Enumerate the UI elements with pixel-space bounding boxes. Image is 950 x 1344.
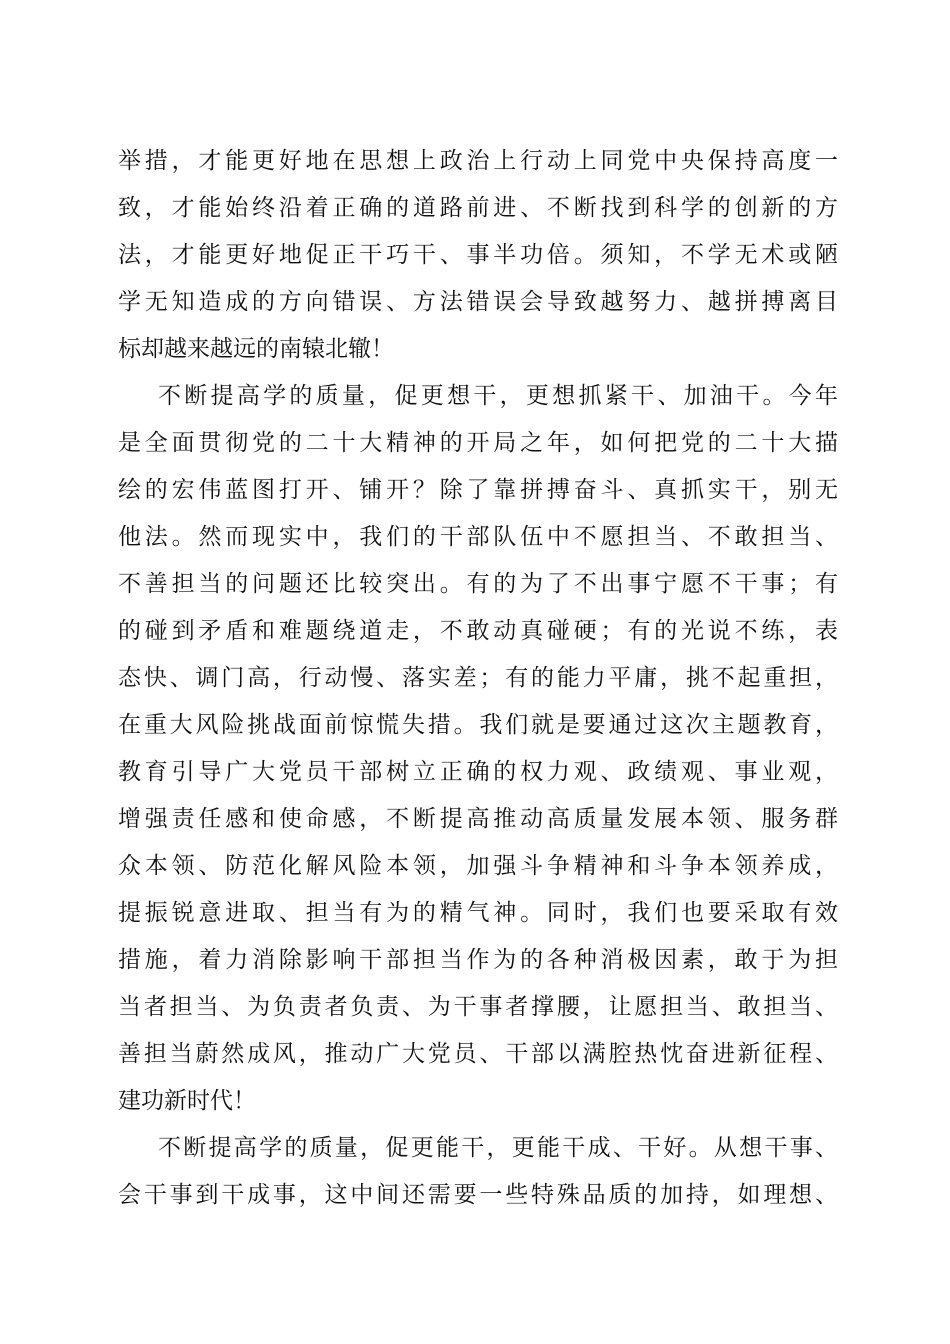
text-line: 当者担当、为负责者负责、为干事者撑腰，让愿担当、敢担当、 xyxy=(118,994,838,1020)
text-line: 善担当蔚然成风，推动广大党员、干部以满腔热忱奋进新征程、 xyxy=(118,1041,838,1067)
text-line: 增强责任感和使命感，不断提高推动高质量发展本领、服务群 xyxy=(118,806,838,832)
text-line: 教育引导广大党员干部树立正确的权力观、政绩观、事业观， xyxy=(118,759,838,785)
text-line: 不断提高学的质量，促更想干，更想抓紧干、加油干。今年 xyxy=(158,383,838,409)
text-line: 致，才能始终沿着正确的道路前进、不断找到科学的创新的方 xyxy=(118,195,838,221)
paragraph-3 xyxy=(118,1125,838,1219)
text-line: 不断提高学的质量，促更能干，更能干成、干好。从想干事、 xyxy=(158,1135,838,1161)
text-line: 众本领、防范化解风险本领，加强斗争精神和斗争本领养成， xyxy=(118,853,838,879)
text-line: 学无知造成的方向错误、方法错误会导致越努力、越拼搏离目 xyxy=(118,289,838,315)
text-line: 法，才能更好地促正干巧干、事半功倍。须知，不学无术或陋 xyxy=(118,242,838,268)
text-line: 措施，着力消除影响干部担当作为的各种消极因素，敢于为担 xyxy=(118,947,838,973)
paragraph-2 xyxy=(118,373,838,1125)
text-line: 在重大风险挑战面前惊慌失措。我们就是要通过这次主题教育， xyxy=(118,712,838,738)
text-line: 标却越来越远的南辕北辙！ xyxy=(118,336,394,362)
text-line: 会干事到干成事，这中间还需要一些特殊品质的加持，如理想、 xyxy=(118,1182,838,1208)
text-line: 举措，才能更好地在思想上政治上行动上同党中央保持高度一 xyxy=(118,148,838,174)
text-line: 建功新时代！ xyxy=(118,1088,256,1114)
text-line: 的碰到矛盾和难题绕道走，不敢动真碰硬；有的光说不练，表 xyxy=(118,618,838,644)
text-line: 他法。然而现实中，我们的干部队伍中不愿担当、不敢担当、 xyxy=(118,524,838,550)
text-line: 绘的宏伟蓝图打开、铺开？除了靠拼搏奋斗、真抓实干，别无 xyxy=(118,477,838,503)
paragraph-1 xyxy=(118,138,838,373)
document-body xyxy=(118,138,838,1219)
text-line: 是全面贯彻党的二十大精神的开局之年，如何把党的二十大描 xyxy=(118,430,838,456)
text-line: 提振锐意进取、担当有为的精气神。同时，我们也要采取有效 xyxy=(118,900,838,926)
text-line: 态快、调门高，行动慢、落实差；有的能力平庸，挑不起重担， xyxy=(118,665,838,691)
text-line: 不善担当的问题还比较突出。有的为了不出事宁愿不干事；有 xyxy=(118,571,838,597)
